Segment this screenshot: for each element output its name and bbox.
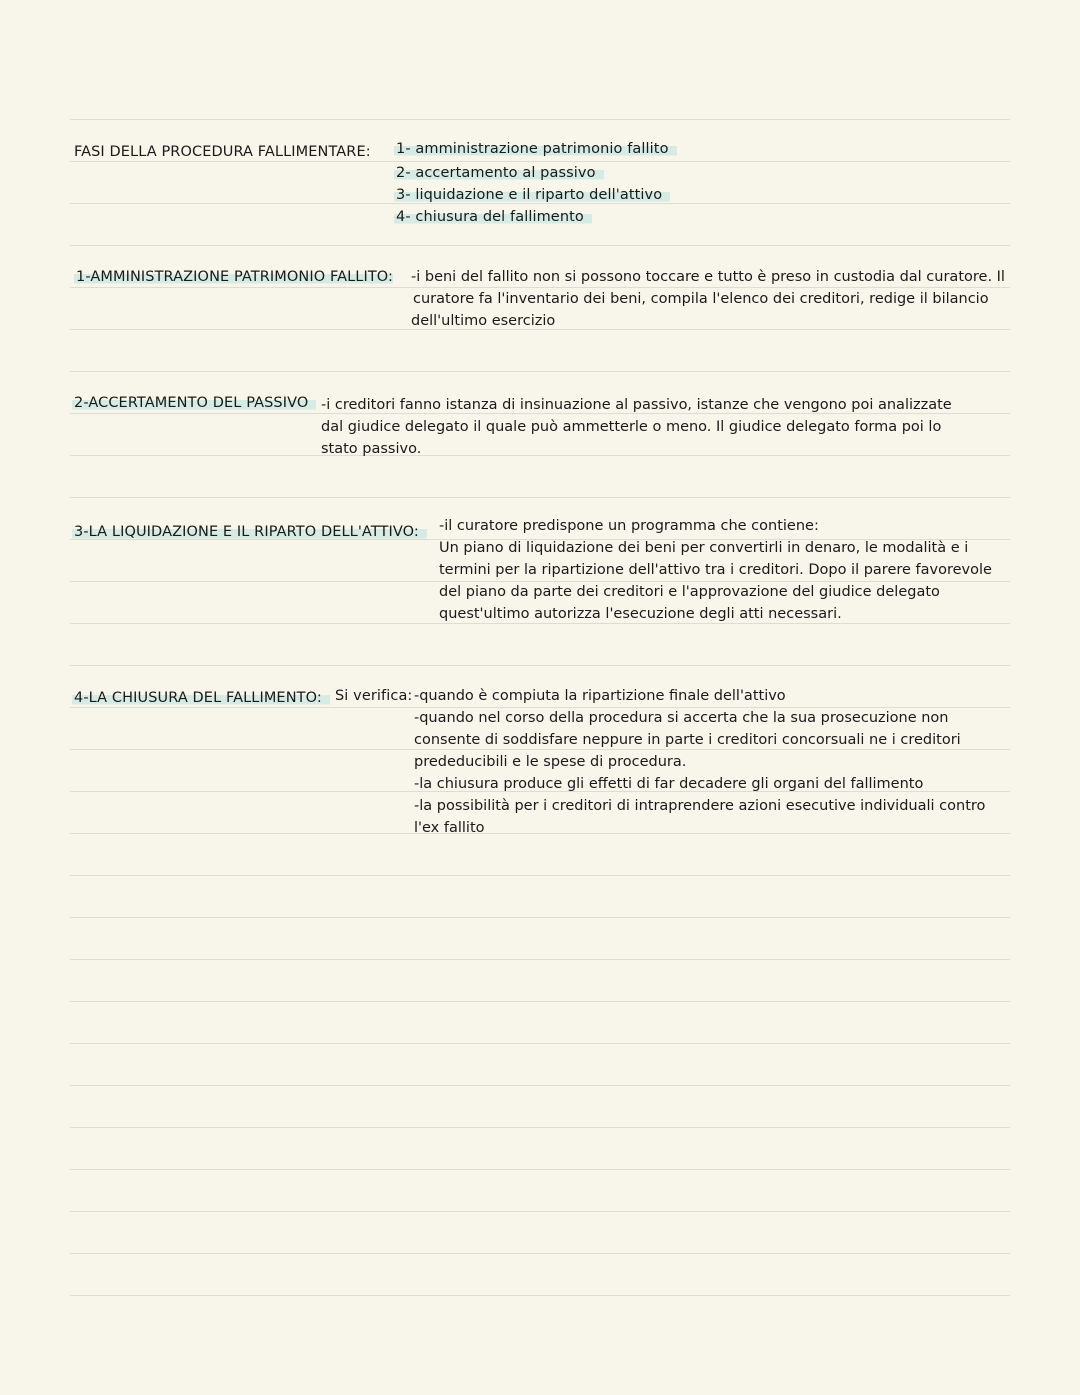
fasi-title: FASI DELLA PROCEDURA FALLIMENTARE: bbox=[74, 144, 371, 160]
section-4-line: consente di soddisfare neppure in parte i creditori concorsuali ne i creditori bbox=[414, 732, 961, 748]
section-4-line: l'ex fallito bbox=[414, 820, 485, 836]
section-2-body bbox=[321, 394, 952, 460]
fasi-item-3: 3- liquidazione e il riparto dell'attivo bbox=[394, 184, 670, 206]
section-3-line: termini per la ripartizione dell'attivo tra i creditori. Dopo il parere favorevole bbox=[439, 562, 992, 578]
section-4-line: -la possibilità per i creditori di intraprendere azioni esecutive individuali contro bbox=[414, 798, 986, 814]
section-4-heading: 4-LA CHIUSURA DEL FALLIMENTO: bbox=[72, 687, 330, 709]
fasi-item-2: 2- accertamento al passivo bbox=[394, 162, 604, 184]
section-1-body bbox=[411, 266, 1005, 332]
fasi-item-1: 1- amministrazione patrimonio fallito bbox=[394, 138, 677, 160]
section-4-line: prededucibili e le spese di procedura. bbox=[414, 754, 687, 770]
section-3-line: del piano da parte dei creditori e l'approvazione del giudice delegato bbox=[439, 584, 940, 600]
section-4-body bbox=[414, 685, 985, 839]
section-4-line: -quando nel corso della procedura si accerta che la sua prosecuzione non bbox=[414, 710, 949, 726]
section-2-heading: 2-ACCERTAMENTO DEL PASSIVO bbox=[72, 392, 316, 414]
section-3-line: -il curatore predispone un programma che contiene: bbox=[439, 518, 819, 534]
fasi-item-4: 4- chiusura del fallimento bbox=[394, 206, 592, 228]
section-3-line: Un piano di liquidazione dei beni per convertirli in denaro, le modalità e i bbox=[439, 540, 969, 556]
section-1-heading: 1-AMMINISTRAZIONE PATRIMONIO FALLITO: bbox=[76, 269, 394, 285]
section-1-line: curatore fa l'inventario dei beni, compila l'elenco dei creditori, redige il bilancio bbox=[413, 291, 989, 307]
section-4-intro: Si verifica: bbox=[335, 688, 413, 704]
section-2-line: dal giudice delegato il quale può ammetterle o meno. Il giudice delegato forma poi lo bbox=[321, 419, 942, 435]
section-4-line: -quando è compiuta la ripartizione finale dell'attivo bbox=[414, 688, 786, 704]
section-2-line: -i creditori fanno istanza di insinuazione al passivo, istanze che vengono poi analizzate bbox=[321, 397, 952, 413]
section-4-line: -la chiusura produce gli effetti di far decadere gli organi del fallimento bbox=[414, 776, 924, 792]
section-3-body bbox=[439, 515, 992, 625]
section-1-line: -i beni del fallito non si possono toccare e tutto è preso in custodia dal curatore. Il bbox=[411, 269, 1005, 285]
section-3-heading: 3-LA LIQUIDAZIONE E IL RIPARTO DELL'ATTIVO: bbox=[72, 521, 427, 543]
section-3-line: quest'ultimo autorizza l'esecuzione degli atti necessari. bbox=[439, 606, 842, 622]
section-1-line: dell'ultimo esercizio bbox=[411, 313, 556, 329]
section-2-line: stato passivo. bbox=[321, 441, 422, 457]
